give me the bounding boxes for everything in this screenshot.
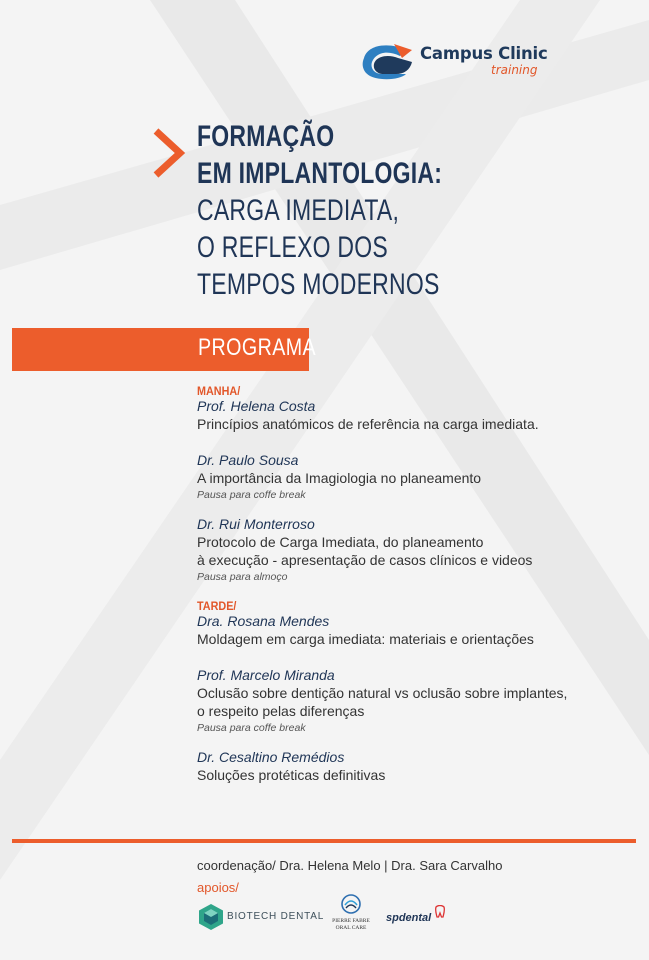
coordination-text: coordenação/ Dra. Helena Melo | Dra. Sara Carvalho [197, 858, 503, 873]
biotech-dental-logo [198, 903, 325, 931]
afternoon-label: TARDE/ [197, 599, 237, 613]
session-4 [197, 613, 637, 648]
session-break-note: Pausa para almoço [197, 571, 288, 583]
biotech-dental-hexagon-icon [198, 903, 224, 931]
session-talk: Oclusão sobre dentição natural vs oclusão sobre implantes, [197, 685, 568, 701]
session-speaker: Dr. Paulo Sousa [197, 452, 299, 468]
brand-tagline: training [491, 63, 538, 77]
spdental-name: spdental [386, 912, 432, 924]
session-1 [197, 398, 637, 433]
session-talk: Princípios anatómicos de referência na carga imediata. [197, 416, 539, 432]
campus-clinic-logo [360, 40, 550, 84]
session-speaker: Dra. Rosana Mendes [197, 613, 330, 629]
pierre-fabre-line-1: PIERRE FABRE [332, 918, 370, 924]
programa-banner [12, 328, 317, 371]
session-talk: A importância da Imagiologia no planeamento [197, 470, 482, 486]
pierre-fabre-name [326, 918, 376, 932]
biotech-dental-name: BIOTECH DENTAL [227, 911, 325, 922]
session-2 [197, 452, 637, 503]
session-talk: Protocolo de Carga Imediata, do planeamento [197, 534, 484, 550]
session-6 [197, 749, 637, 784]
session-talk: à execução - apresentação de casos clínicos e videos [197, 552, 533, 568]
session-speaker: Dr. Rui Monterroso [197, 516, 315, 532]
programa-label: PROGRAMA [198, 334, 317, 361]
pierre-fabre-emblem-icon [339, 894, 363, 916]
sponsors-label: apoios/ [197, 880, 239, 895]
pierre-fabre-line-2: ORAL CARE [335, 925, 367, 931]
session-talk: o respeito pelas diferenças [197, 703, 365, 719]
tooth-icon [434, 905, 446, 919]
spdental-logo [386, 904, 448, 932]
session-break-note: Pausa para coffe break [197, 722, 306, 734]
morning-label: MANHA/ [197, 384, 241, 398]
session-3 [197, 516, 637, 585]
campus-clinic-logo-mark-icon [360, 40, 416, 80]
title-line-1: FORMAÇÃO [197, 120, 335, 153]
session-break-note: Pausa para coffe break [197, 489, 306, 501]
program-schedule [197, 384, 637, 784]
title-line-2: EM IMPLANTOLOGIA: [197, 157, 443, 190]
footer-divider [12, 839, 636, 843]
brand-name: Campus Clinic [420, 44, 548, 63]
chevron-right-icon [150, 126, 186, 180]
session-5 [197, 667, 637, 736]
session-talk: Moldagem em carga imediata: materiais e orientações [197, 631, 534, 647]
title-line-4: O REFLEXO DOS [197, 231, 389, 264]
title-line-3: CARGA IMEDIATA, [197, 194, 400, 227]
title-line-5: TEMPOS MODERNOS [197, 268, 440, 301]
session-speaker: Prof. Marcelo Miranda [197, 667, 335, 683]
pierre-fabre-logo [326, 894, 376, 938]
session-speaker: Prof. Helena Costa [197, 398, 316, 414]
session-speaker: Dr. Cesaltino Remédios [197, 749, 345, 765]
course-title [197, 118, 511, 303]
session-talk: Soluções protéticas definitivas [197, 767, 386, 783]
